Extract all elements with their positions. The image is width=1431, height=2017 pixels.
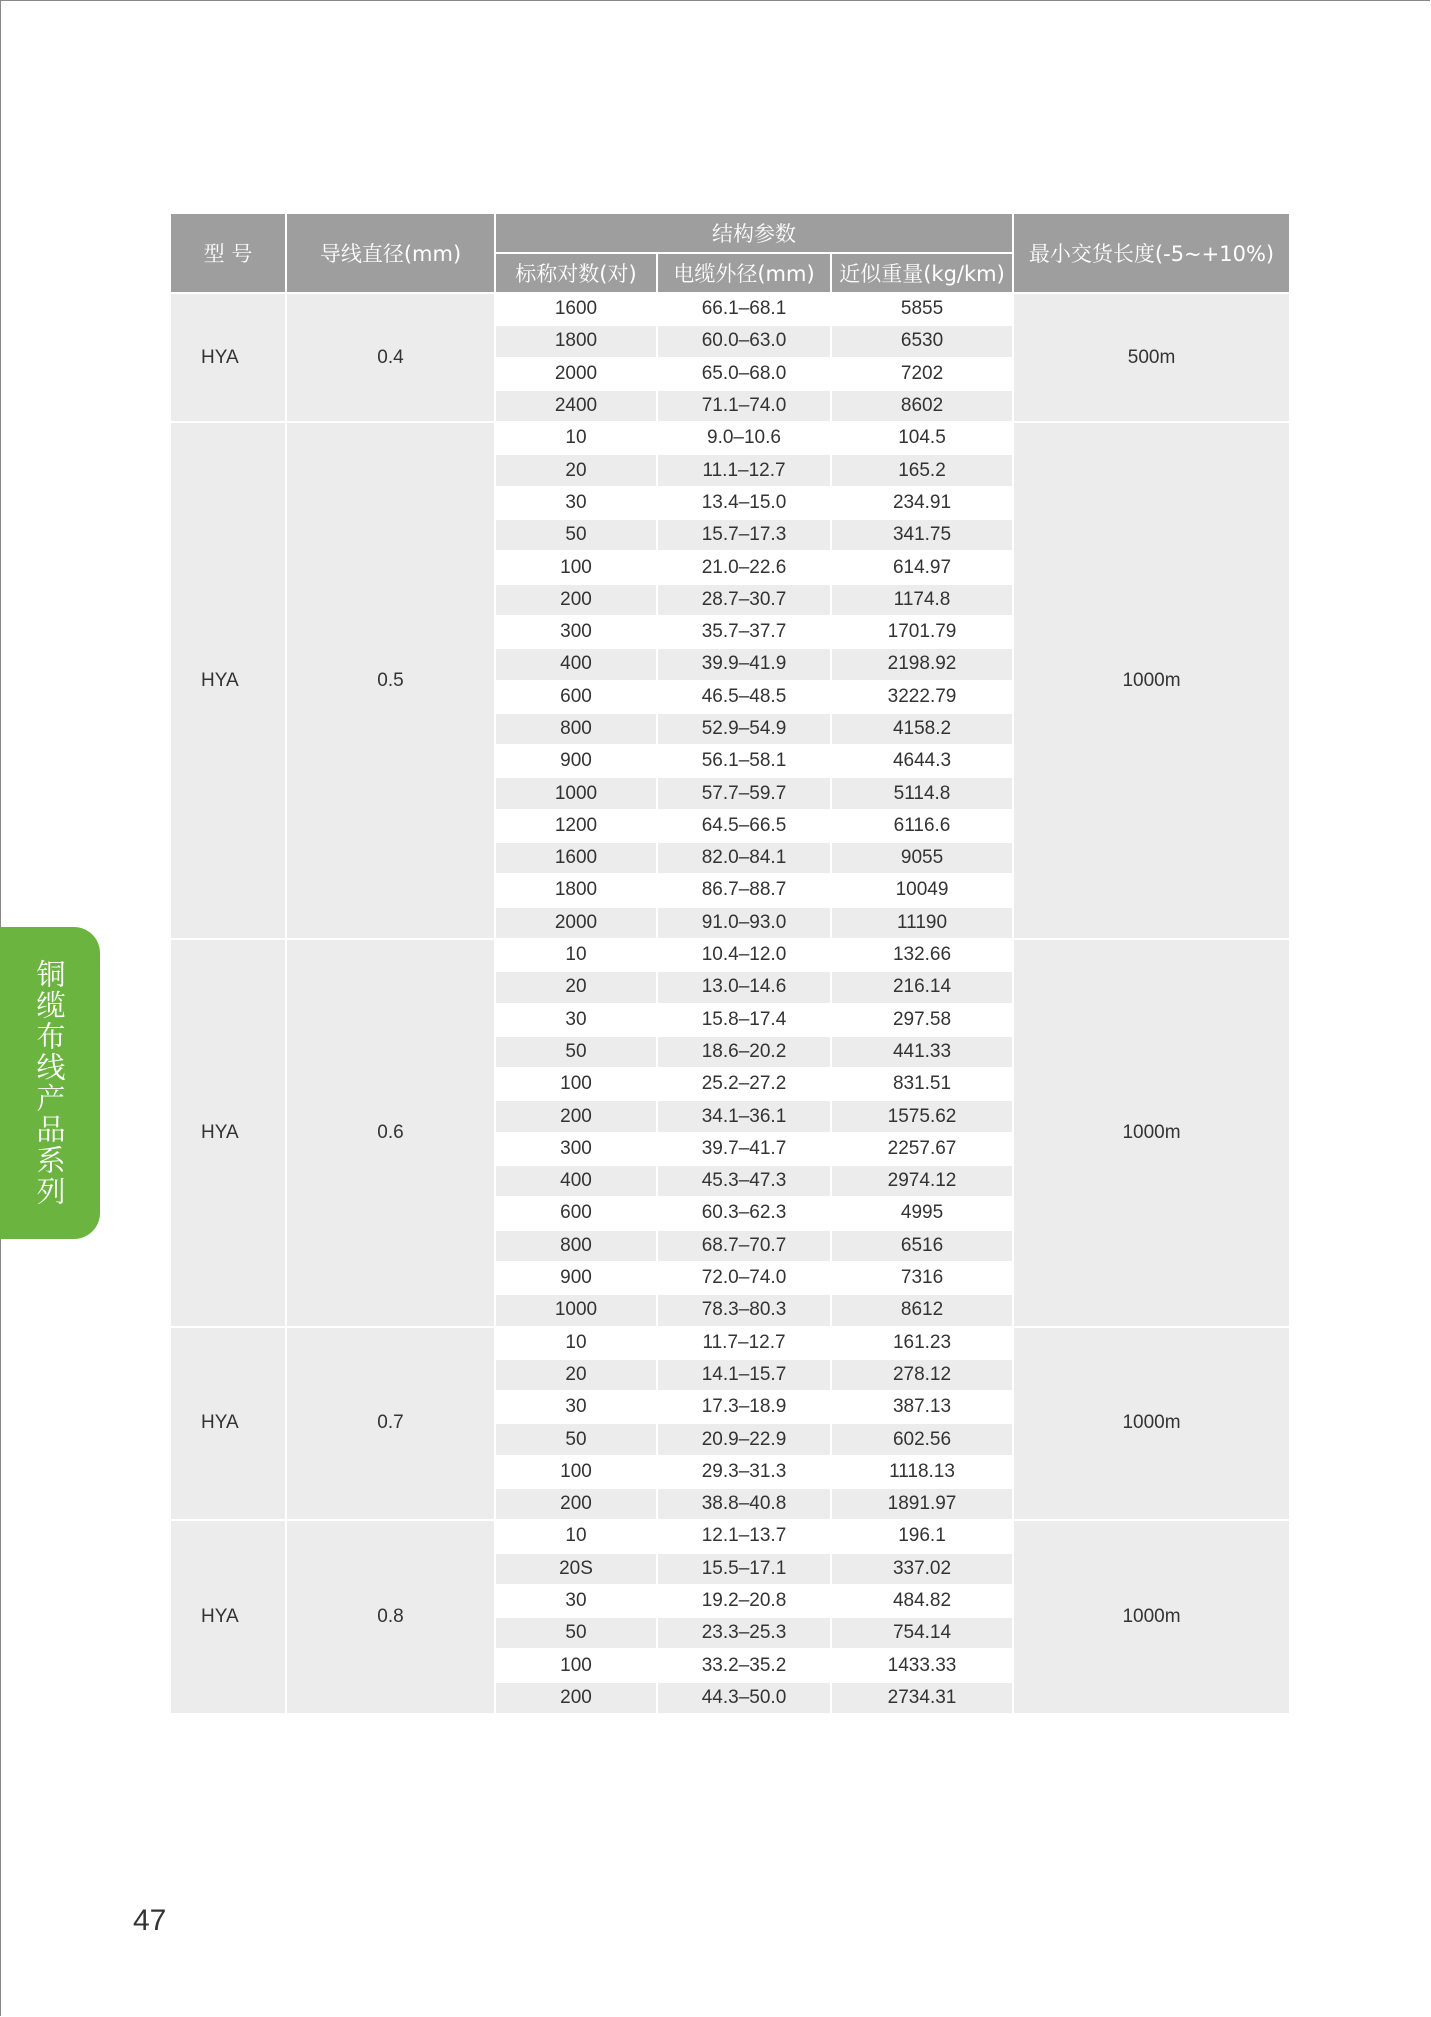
outer-dia-cell: 23.3–25.3 (657, 1617, 831, 1649)
weight-cell: 278.12 (831, 1359, 1013, 1391)
pairs-cell: 800 (495, 1230, 657, 1262)
weight-cell: 2257.67 (831, 1133, 1013, 1165)
weight-cell: 132.66 (831, 939, 1013, 971)
weight-cell: 1891.97 (831, 1488, 1013, 1520)
pairs-cell: 600 (495, 681, 657, 713)
pairs-cell: 100 (495, 551, 657, 583)
header-outer-dia: 电缆外径(mm) (657, 253, 831, 293)
pairs-cell: 50 (495, 519, 657, 551)
outer-dia-cell: 15.5–17.1 (657, 1553, 831, 1585)
pairs-cell: 50 (495, 1423, 657, 1455)
cable-spec-table (169, 212, 1291, 1715)
group-model-cell: HYA (170, 1327, 286, 1521)
pairs-cell: 400 (495, 648, 657, 680)
weight-cell: 4644.3 (831, 745, 1013, 777)
pairs-cell: 1800 (495, 325, 657, 357)
outer-dia-cell: 64.5–66.5 (657, 810, 831, 842)
pairs-cell: 100 (495, 1649, 657, 1681)
outer-dia-cell: 60.0–63.0 (657, 325, 831, 357)
weight-cell: 8612 (831, 1294, 1013, 1326)
pairs-cell: 20 (495, 971, 657, 1003)
outer-dia-cell: 15.7–17.3 (657, 519, 831, 551)
outer-dia-cell: 71.1–74.0 (657, 390, 831, 422)
pairs-cell: 20 (495, 1359, 657, 1391)
outer-dia-cell: 45.3–47.3 (657, 1165, 831, 1197)
header-diameter: 导线直径(mm) (286, 213, 495, 293)
table-row (170, 422, 1290, 454)
pairs-cell: 200 (495, 1682, 657, 1714)
header-model: 型 号 (170, 213, 286, 293)
outer-dia-cell: 20.9–22.9 (657, 1423, 831, 1455)
weight-cell: 165.2 (831, 454, 1013, 486)
outer-dia-cell: 12.1–13.7 (657, 1520, 831, 1552)
outer-dia-cell: 34.1–36.1 (657, 1100, 831, 1132)
weight-cell: 602.56 (831, 1423, 1013, 1455)
pairs-cell: 1000 (495, 777, 657, 809)
pairs-cell: 30 (495, 1391, 657, 1423)
weight-cell: 614.97 (831, 551, 1013, 583)
pairs-cell: 1600 (495, 842, 657, 874)
group-diameter-cell: 0.7 (286, 1327, 495, 1521)
header-pairs: 标称对数(对) (495, 253, 657, 293)
outer-dia-cell: 19.2–20.8 (657, 1585, 831, 1617)
outer-dia-cell: 38.8–40.8 (657, 1488, 831, 1520)
outer-dia-cell: 66.1–68.1 (657, 293, 831, 325)
pairs-cell: 2000 (495, 358, 657, 390)
weight-cell: 4158.2 (831, 713, 1013, 745)
outer-dia-cell: 72.0–74.0 (657, 1262, 831, 1294)
weight-cell: 7316 (831, 1262, 1013, 1294)
weight-cell: 234.91 (831, 487, 1013, 519)
outer-dia-cell: 52.9–54.9 (657, 713, 831, 745)
pairs-cell: 100 (495, 1068, 657, 1100)
weight-cell: 10049 (831, 874, 1013, 906)
group-model-cell: HYA (170, 293, 286, 422)
outer-dia-cell: 46.5–48.5 (657, 681, 831, 713)
header-weight: 近似重量(kg/km) (831, 253, 1013, 293)
pairs-cell: 30 (495, 1585, 657, 1617)
weight-cell: 297.58 (831, 1004, 1013, 1036)
outer-dia-cell: 39.9–41.9 (657, 648, 831, 680)
weight-cell: 7202 (831, 358, 1013, 390)
pairs-cell: 900 (495, 1262, 657, 1294)
outer-dia-cell: 15.8–17.4 (657, 1004, 831, 1036)
outer-dia-cell: 35.7–37.7 (657, 616, 831, 648)
pairs-cell: 10 (495, 422, 657, 454)
weight-cell: 161.23 (831, 1327, 1013, 1359)
weight-cell: 1174.8 (831, 584, 1013, 616)
table-row (170, 939, 1290, 971)
group-min-length-cell: 1000m (1013, 1327, 1290, 1521)
group-model-cell: HYA (170, 939, 286, 1327)
outer-dia-cell: 57.7–59.7 (657, 777, 831, 809)
pairs-cell: 600 (495, 1197, 657, 1229)
pairs-cell: 10 (495, 1327, 657, 1359)
weight-cell: 11190 (831, 907, 1013, 939)
weight-cell: 5855 (831, 293, 1013, 325)
outer-dia-cell: 25.2–27.2 (657, 1068, 831, 1100)
group-model-cell: HYA (170, 422, 286, 939)
outer-dia-cell: 78.3–80.3 (657, 1294, 831, 1326)
pairs-cell: 900 (495, 745, 657, 777)
pairs-cell: 2000 (495, 907, 657, 939)
outer-dia-cell: 33.2–35.2 (657, 1649, 831, 1681)
weight-cell: 337.02 (831, 1553, 1013, 1585)
outer-dia-cell: 10.4–12.0 (657, 939, 831, 971)
pairs-cell: 1200 (495, 810, 657, 842)
pairs-cell: 2400 (495, 390, 657, 422)
pairs-cell: 50 (495, 1617, 657, 1649)
outer-dia-cell: 29.3–31.3 (657, 1456, 831, 1488)
weight-cell: 484.82 (831, 1585, 1013, 1617)
weight-cell: 2198.92 (831, 648, 1013, 680)
outer-dia-cell: 86.7–88.7 (657, 874, 831, 906)
outer-dia-cell: 91.0–93.0 (657, 907, 831, 939)
weight-cell: 104.5 (831, 422, 1013, 454)
outer-dia-cell: 28.7–30.7 (657, 584, 831, 616)
weight-cell: 5114.8 (831, 777, 1013, 809)
outer-dia-cell: 68.7–70.7 (657, 1230, 831, 1262)
pairs-cell: 300 (495, 1133, 657, 1165)
pairs-cell: 10 (495, 1520, 657, 1552)
weight-cell: 341.75 (831, 519, 1013, 551)
weight-cell: 441.33 (831, 1036, 1013, 1068)
group-diameter-cell: 0.5 (286, 422, 495, 939)
outer-dia-cell: 18.6–20.2 (657, 1036, 831, 1068)
page-number: 47 (133, 1904, 167, 1937)
pairs-cell: 1000 (495, 1294, 657, 1326)
weight-cell: 1575.62 (831, 1100, 1013, 1132)
pairs-cell: 1800 (495, 874, 657, 906)
weight-cell: 387.13 (831, 1391, 1013, 1423)
outer-dia-cell: 56.1–58.1 (657, 745, 831, 777)
weight-cell: 6530 (831, 325, 1013, 357)
outer-dia-cell: 21.0–22.6 (657, 551, 831, 583)
table-row (170, 1520, 1290, 1552)
weight-cell: 196.1 (831, 1520, 1013, 1552)
pairs-cell: 300 (495, 616, 657, 648)
pairs-cell: 800 (495, 713, 657, 745)
weight-cell: 831.51 (831, 1068, 1013, 1100)
outer-dia-cell: 11.7–12.7 (657, 1327, 831, 1359)
weight-cell: 216.14 (831, 971, 1013, 1003)
pairs-cell: 20 (495, 454, 657, 486)
pairs-cell: 30 (495, 1004, 657, 1036)
group-model-cell: HYA (170, 1520, 286, 1714)
group-min-length-cell: 1000m (1013, 422, 1290, 939)
weight-cell: 8602 (831, 390, 1013, 422)
outer-dia-cell: 65.0–68.0 (657, 358, 831, 390)
pairs-cell: 100 (495, 1456, 657, 1488)
group-min-length-cell: 1000m (1013, 1520, 1290, 1714)
table-row (170, 1327, 1290, 1359)
weight-cell: 6516 (831, 1230, 1013, 1262)
weight-cell: 2974.12 (831, 1165, 1013, 1197)
section-side-tab (0, 927, 100, 1239)
pairs-cell: 200 (495, 1100, 657, 1132)
weight-cell: 754.14 (831, 1617, 1013, 1649)
table-body (170, 293, 1290, 1714)
pairs-cell: 200 (495, 584, 657, 616)
pairs-cell: 30 (495, 487, 657, 519)
outer-dia-cell: 60.3–62.3 (657, 1197, 831, 1229)
group-diameter-cell: 0.4 (286, 293, 495, 422)
weight-cell: 4995 (831, 1197, 1013, 1229)
table-row (170, 293, 1290, 325)
weight-cell: 2734.31 (831, 1682, 1013, 1714)
outer-dia-cell: 17.3–18.9 (657, 1391, 831, 1423)
pairs-cell: 400 (495, 1165, 657, 1197)
group-min-length-cell: 1000m (1013, 939, 1290, 1327)
pairs-cell: 1600 (495, 293, 657, 325)
pairs-cell: 50 (495, 1036, 657, 1068)
weight-cell: 3222.79 (831, 681, 1013, 713)
pairs-cell: 20S (495, 1553, 657, 1585)
outer-dia-cell: 11.1–12.7 (657, 454, 831, 486)
outer-dia-cell: 39.7–41.7 (657, 1133, 831, 1165)
pairs-cell: 200 (495, 1488, 657, 1520)
group-diameter-cell: 0.8 (286, 1520, 495, 1714)
outer-dia-cell: 44.3–50.0 (657, 1682, 831, 1714)
outer-dia-cell: 13.0–14.6 (657, 971, 831, 1003)
weight-cell: 1701.79 (831, 616, 1013, 648)
outer-dia-cell: 82.0–84.1 (657, 842, 831, 874)
weight-cell: 1118.13 (831, 1456, 1013, 1488)
side-tab-label: 铜缆布线产品系列 (32, 959, 67, 1207)
outer-dia-cell: 14.1–15.7 (657, 1359, 831, 1391)
weight-cell: 1433.33 (831, 1649, 1013, 1681)
group-diameter-cell: 0.6 (286, 939, 495, 1327)
pairs-cell: 10 (495, 939, 657, 971)
outer-dia-cell: 9.0–10.6 (657, 422, 831, 454)
outer-dia-cell: 13.4–15.0 (657, 487, 831, 519)
header-structure: 结构参数 (495, 213, 1013, 253)
weight-cell: 9055 (831, 842, 1013, 874)
group-min-length-cell: 500m (1013, 293, 1290, 422)
weight-cell: 6116.6 (831, 810, 1013, 842)
header-min-length: 最小交货长度(-5~+10%) (1013, 213, 1290, 293)
